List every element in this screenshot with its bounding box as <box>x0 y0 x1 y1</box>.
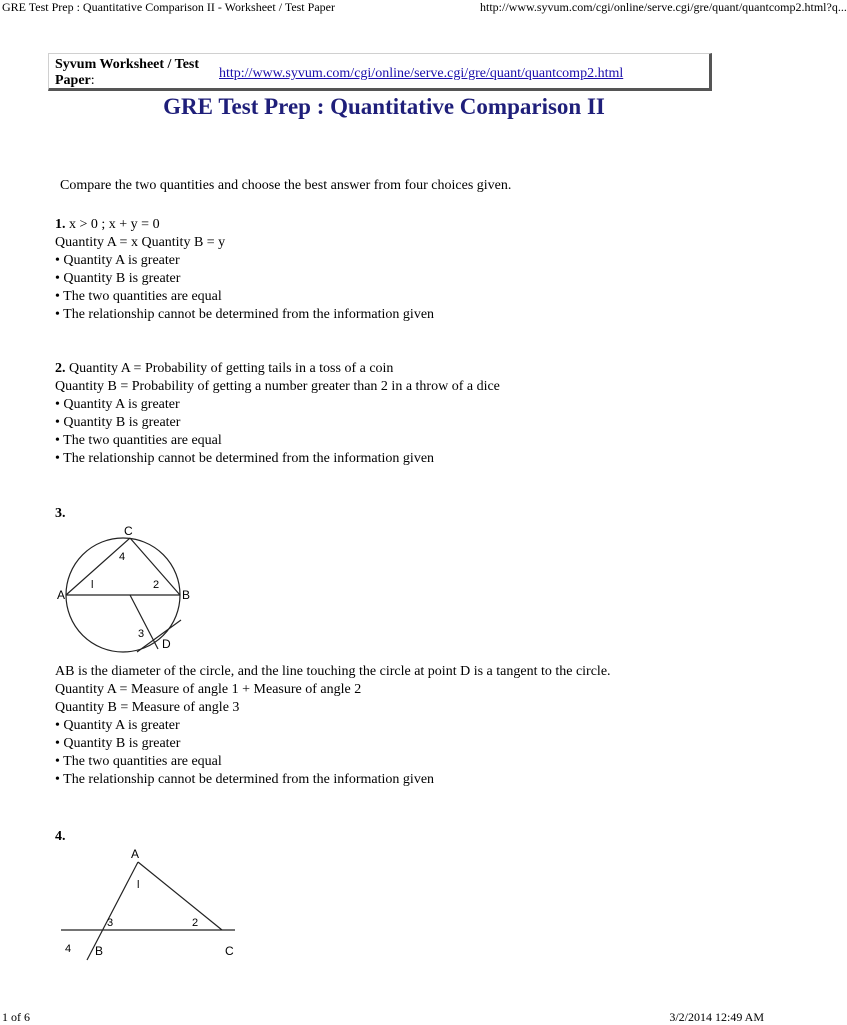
q3-option-d: • The relationship cannot be determined from the information given <box>55 772 435 787</box>
instructions: Compare the two quantities and choose the best answer from four choices given. <box>60 178 512 193</box>
q3-radius-d <box>130 595 158 649</box>
q2-option-c: • The two quantities are equal <box>55 433 222 448</box>
q3-line-1: AB is the diameter of the circle, and the line touching the circle at point D is a tangent to the circle. <box>55 664 611 679</box>
page-title: GRE Test Prep : Quantitative Comparison II <box>163 94 605 119</box>
q2-line: Quantity B = Probability of getting a number greater than 2 in a throw of a dice <box>55 379 500 394</box>
source-label: Syvum Worksheet / Test Paper: <box>55 57 200 88</box>
q2-option-a: • Quantity A is greater <box>55 397 180 412</box>
q3-option-c: • The two quantities are equal <box>55 754 222 769</box>
q2-option-d: • The relationship cannot be determined from the information given <box>55 451 435 466</box>
q1-option-c: • The two quantities are equal <box>55 289 222 304</box>
q4-angle-3: 3 <box>107 917 114 929</box>
q1-option-d: • The relationship cannot be determined from the information given <box>55 307 435 322</box>
q3-label-c: C <box>124 524 133 538</box>
q3-line-3: Quantity B = Measure of angle 3 <box>55 700 240 715</box>
q3-option-b: • Quantity B is greater <box>55 736 181 751</box>
print-footer-page: 1 of 6 <box>2 1010 30 1024</box>
q3-angle-3: 3 <box>138 628 145 640</box>
q3-line-2: Quantity A = Measure of angle 1 + Measure of angle 2 <box>55 682 362 697</box>
print-header-url: http://www.syvum.com/cgi/online/serve.cgi/gre/quant/quantcomp2.html?q... <box>480 0 847 14</box>
q3-chord-ca <box>66 538 130 595</box>
q1-line: Quantity A = x Quantity B = y <box>55 235 226 250</box>
q1-option-a: • Quantity A is greater <box>55 253 180 268</box>
q4-label-b: B <box>95 944 104 958</box>
q3-angle-2: 2 <box>153 579 160 591</box>
source-box <box>48 53 712 91</box>
q4-number: 4. <box>55 829 66 844</box>
source-link[interactable]: http://www.syvum.com/cgi/online/serve.cgi/gre/quant/quantcomp2.html <box>219 66 624 81</box>
print-footer-datetime: 3/2/2014 12:49 AM <box>669 1010 764 1024</box>
q3-label-d: D <box>162 637 171 651</box>
q3-angle-1: l <box>91 579 94 591</box>
q3-option-a: • Quantity A is greater <box>55 718 180 733</box>
q1-stem: 1. x > 0 ; x + y = 0 <box>55 217 160 232</box>
q3-label-a: A <box>57 588 66 602</box>
q4-side-ac <box>138 862 222 930</box>
q2-stem: 2. Quantity A = Probability of getting tails in a toss of a coin <box>55 361 394 376</box>
q3-circle-figure <box>55 520 215 655</box>
q3-angle-4: 4 <box>119 551 126 563</box>
q2-option-b: • Quantity B is greater <box>55 415 181 430</box>
q4-triangle-figure <box>55 842 255 967</box>
print-header-title: GRE Test Prep : Quantitative Comparison II - Worksheet / Test Paper <box>2 0 335 14</box>
q4-angle-4: 4 <box>65 943 72 955</box>
q1-option-b: • Quantity B is greater <box>55 271 181 286</box>
q3-label-b: B <box>182 588 191 602</box>
q4-angle-1: l <box>137 879 140 891</box>
q4-angle-2: 2 <box>192 917 199 929</box>
q4-label-c: C <box>225 944 234 958</box>
q4-label-a: A <box>131 847 140 861</box>
q3-number: 3. <box>55 506 66 521</box>
